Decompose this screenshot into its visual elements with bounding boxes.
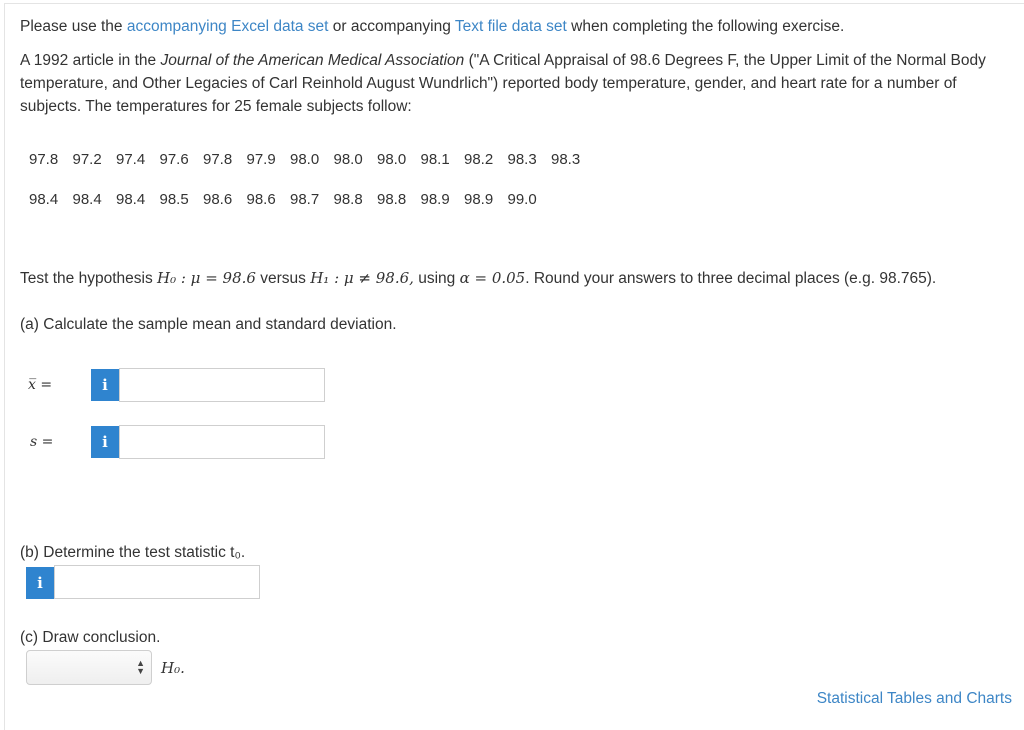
null-hypothesis: H₀ : μ = 98.6 xyxy=(157,269,256,287)
data-value: 98.7 xyxy=(290,191,320,208)
conclusion-suffix: H₀. xyxy=(161,659,185,677)
data-value: 98.2 xyxy=(464,151,494,168)
intro-pre: Please use the xyxy=(20,18,127,35)
data-value: 98.9 xyxy=(420,191,450,208)
data-value: 97.8 xyxy=(29,151,59,168)
intro-mid: or accompanying xyxy=(328,18,455,35)
text-data-link[interactable]: Text file data set xyxy=(454,18,567,35)
std-dev-input[interactable] xyxy=(119,425,325,459)
statistical-tables-link[interactable]: Statistical Tables and Charts xyxy=(816,690,1012,707)
info-icon[interactable]: i xyxy=(26,567,54,599)
test-statistic-input[interactable] xyxy=(54,565,260,599)
alpha-value: α = 0.05 xyxy=(459,269,526,287)
info-icon[interactable]: i xyxy=(91,369,119,401)
alt-hypothesis: H₁ : μ ≠ 98.6, xyxy=(310,269,414,287)
part-a-prompt: (a) Calculate the sample mean and standard deviation. xyxy=(20,316,397,333)
data-row-2 xyxy=(29,191,551,208)
data-value: 97.4 xyxy=(116,151,146,168)
hypothesis-post: . Round your answers to three decimal places (e.g. 98.765). xyxy=(525,270,937,287)
data-value: 99.0 xyxy=(507,191,537,208)
data-value: 98.0 xyxy=(377,151,407,168)
data-value: 97.2 xyxy=(72,151,102,168)
s-label: s = xyxy=(30,434,54,450)
info-icon[interactable]: i xyxy=(91,426,119,458)
journal-name: Journal of the American Medical Association xyxy=(160,52,465,69)
select-arrows-icon: ▲ ▼ xyxy=(136,658,145,676)
conclusion-select[interactable] xyxy=(26,650,152,685)
data-value: 98.0 xyxy=(333,151,363,168)
data-value: 97.9 xyxy=(246,151,276,168)
data-value: 98.9 xyxy=(464,191,494,208)
part-c-prompt: (c) Draw conclusion. xyxy=(20,629,161,646)
data-row-1 xyxy=(29,151,595,168)
data-value: 98.8 xyxy=(333,191,363,208)
data-value: 98.6 xyxy=(203,191,233,208)
data-value: 98.0 xyxy=(290,151,320,168)
data-value: 98.4 xyxy=(116,191,146,208)
data-value: 97.6 xyxy=(159,151,189,168)
part-b-prompt: (b) Determine the test statistic t₀. xyxy=(20,544,246,561)
data-value: 98.4 xyxy=(29,191,59,208)
hypothesis-using: using xyxy=(413,270,460,287)
excel-data-link[interactable]: accompanying Excel data set xyxy=(126,18,329,35)
data-value: 98.3 xyxy=(551,151,581,168)
data-value: 98.4 xyxy=(72,191,102,208)
problem-text xyxy=(20,49,1005,118)
intro-post: when completing the following exercise. xyxy=(566,18,845,35)
intro-text xyxy=(20,15,844,38)
sample-mean-input[interactable] xyxy=(119,368,325,402)
data-value: 98.8 xyxy=(377,191,407,208)
hypothesis-versus: versus xyxy=(255,270,311,287)
data-value: 98.6 xyxy=(246,191,276,208)
xbar-label: x̅ = xyxy=(28,377,53,393)
data-value: 98.3 xyxy=(507,151,537,168)
problem-part1: A 1992 article in the xyxy=(20,52,161,69)
data-value: 98.1 xyxy=(420,151,450,168)
data-value: 97.8 xyxy=(203,151,233,168)
problem-part2: ("A Critical Appraisal of 98.6 Degrees F, the Upper Limit of the Normal Body temperature, and Other Legacies of Carl Reinhold August Wundrlich") reported body temperature, gender, and heart rate for a number of subjects. The temperatures for 25 female subjects follow: xyxy=(20,52,986,115)
hypothesis-pre: Test the hypothesis xyxy=(20,270,157,287)
data-value: 98.5 xyxy=(159,191,189,208)
hypothesis-text xyxy=(20,267,936,290)
